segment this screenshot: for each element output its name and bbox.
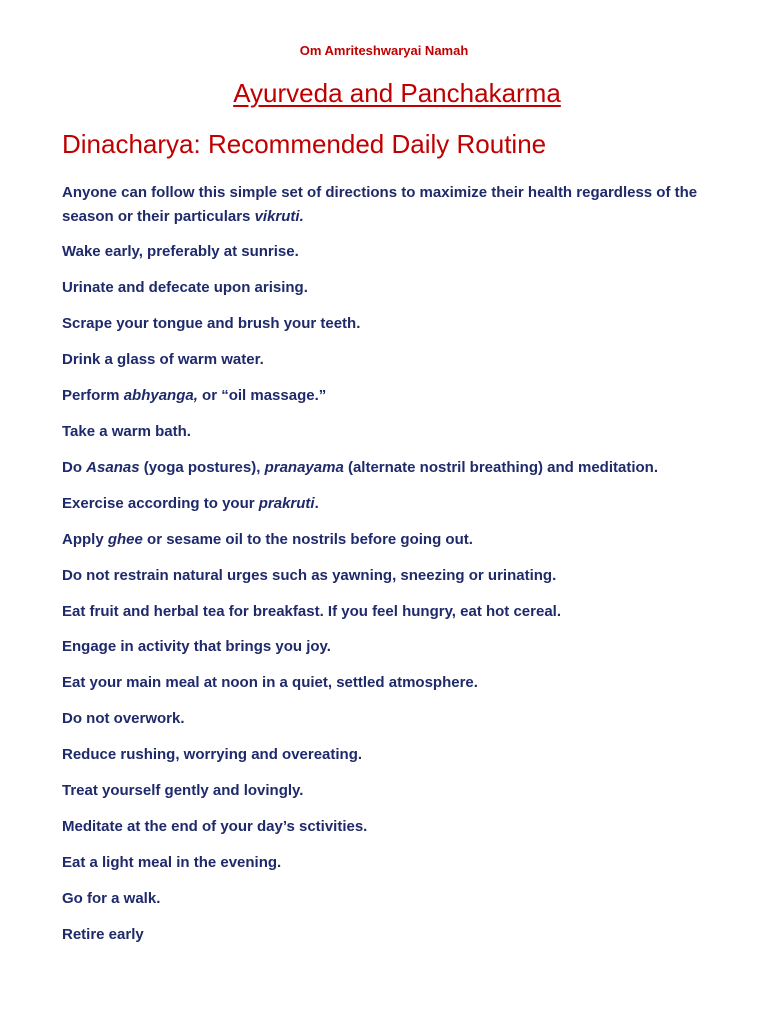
- document-title: Ayurveda and Panchakarma: [233, 78, 561, 108]
- routine-item-joy: Engage in activity that brings you joy.: [62, 638, 331, 655]
- routine-item-walk: Go for a walk.: [62, 890, 161, 907]
- prakruti-term: prakruti: [258, 495, 315, 512]
- routine-item-water: Drink a glass of warm water.: [62, 351, 264, 368]
- routine-item-noon: Eat your main meal at noon in a quiet, settled atmosphere.: [62, 674, 478, 691]
- routine-item-asanas: [62, 456, 728, 480]
- intro-italic-term: vikruti.: [254, 208, 304, 225]
- pranayama-term: pranayama: [264, 459, 344, 476]
- ghee-text-before: Apply: [62, 531, 108, 548]
- routine-item-overwork: Do not overwork.: [62, 710, 185, 727]
- routine-item-retire: Retire early: [62, 926, 144, 943]
- asanas-term: Asanas: [86, 459, 140, 476]
- routine-item-urges: Do not restrain natural urges such as yawning, sneezing or urinating.: [62, 567, 557, 584]
- routine-item-tongue: Scrape your tongue and brush your teeth.: [62, 315, 361, 332]
- abhyanga-term: abhyanga,: [123, 387, 198, 404]
- abhyanga-text-before: Perform: [62, 387, 124, 404]
- routine-item-bath: Take a warm bath.: [62, 423, 191, 440]
- routine-item-rushing: Reduce rushing, worrying and overeating.: [62, 746, 363, 763]
- routine-item-evening: Eat a light meal in the evening.: [62, 854, 282, 871]
- routine-item-meditate: Meditate at the end of your day’s sctivities.: [62, 818, 368, 835]
- abhyanga-text-after: or “oil massage.”: [197, 387, 327, 404]
- routine-item-wake: Wake early, preferably at sunrise.: [62, 243, 299, 260]
- intro-paragraph: [62, 181, 728, 229]
- ghee-term: ghee: [107, 531, 143, 548]
- intro-text: Anyone can follow this simple set of directions to maximize their health regardless of the season or their particulars: [62, 184, 698, 225]
- routine-item-urinate: Urinate and defecate upon arising.: [62, 279, 308, 296]
- exercise-text-before: Exercise according to your: [62, 495, 259, 512]
- asanas-text-after: (alternate nostril breathing) and meditation.: [343, 459, 658, 476]
- asanas-text-before: Do: [62, 459, 87, 476]
- routine-item-exercise: [62, 492, 728, 516]
- routine-item-ghee: [62, 528, 728, 552]
- asanas-text-middle: (yoga postures),: [139, 459, 265, 476]
- invocation-line: Om Amriteshwaryai Namah: [299, 43, 469, 58]
- routine-item-abhyanga: [62, 384, 728, 408]
- section-heading: Dinacharya: Recommended Daily Routine: [62, 129, 547, 159]
- routine-item-breakfast: Eat fruit and herbal tea for breakfast. If you feel hungry, eat hot cereal.: [62, 603, 562, 620]
- routine-item-gently: Treat yourself gently and lovingly.: [62, 782, 304, 799]
- ghee-text-after: or sesame oil to the nostrils before going out.: [142, 531, 473, 548]
- exercise-text-after: .: [314, 495, 319, 512]
